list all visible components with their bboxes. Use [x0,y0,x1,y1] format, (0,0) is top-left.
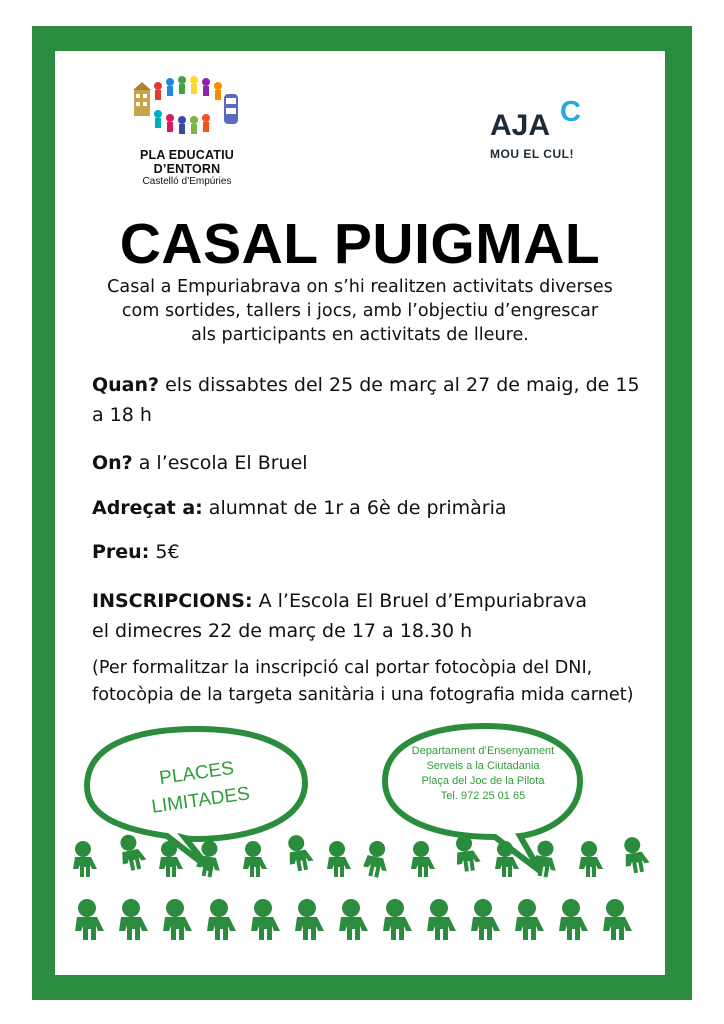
info-registration [92,586,652,646]
intro-line: Casal a Empuriabrava on s’hi realitzen activitats diverses [107,277,613,297]
price-value: 5€ [149,541,180,563]
logo-line-pla-educatiu: PLA EDUCATIU [139,148,235,162]
registration-value: A l’Escola El Bruel d’Empuriabrava [252,590,587,612]
aja-brand-text: AJA [490,109,551,142]
note-line: (Per formalitzar la inscripció cal portar fotocòpia del DNI, [92,658,593,678]
poster-title: CASAL PUIGMAL [119,212,601,276]
bubble-right-line3: Plaça del Joc de la Pilota [421,775,545,787]
places-limitades-bubble [87,729,305,869]
bottom-illustration [55,721,665,975]
poster-sheet [55,51,665,975]
intro-paragraph [75,275,645,347]
audience-value: alumnat de 1r a 6è de primària [202,497,507,519]
when-value-continued: a 18 h [92,404,152,426]
aja-tagline: MOU EL CUL! [490,147,574,161]
info-when [92,370,652,430]
requirements-note [92,655,652,709]
note-line: fotocòpia de la targeta sanitària i una fotografia mida carnet) [92,685,634,705]
registration-label: INSCRIPCIONS: [92,590,253,612]
when-value: els dissabtes del 25 de març al 27 de maig, de 15 [159,374,640,396]
audience-label: Adreçat a: [92,497,203,519]
price-label: Preu: [92,541,150,563]
where-label: On? [92,452,133,474]
bubble-right-line1: Departament d’Ensenyament [411,745,555,757]
logo-line-dentorn: D’ENTORN [153,162,221,176]
bubble-right-line4: Tel. 972 25 01 65 [440,790,526,802]
bubble-left-line2: LIMITADES [150,783,252,818]
children-circle-logo-icon [132,76,242,144]
aja-brand-c: C [560,96,581,128]
registration-value-continued: el dimecres 22 de març de 17 a 18.30 h [92,620,473,642]
logo-line-castello: Castelló d’Empúries [142,176,232,187]
where-value: a l’escola El Bruel [132,452,308,474]
pla-educatiu-logo [127,76,247,196]
bubble-right-line2: Serveis a la Ciutadania [426,760,540,772]
bubble-left-line1: PLACES [158,757,236,790]
when-label: Quan? [92,374,160,396]
intro-line: als participants en activitats de lleure. [191,325,529,345]
info-where [92,448,652,478]
info-audience [92,493,652,523]
children-silhouettes-icon [73,832,651,940]
intro-line: com sortides, tallers i jocs, amb l’objectiu d’engrescar [121,301,599,321]
aja-logo [485,96,595,171]
info-price [92,537,652,567]
